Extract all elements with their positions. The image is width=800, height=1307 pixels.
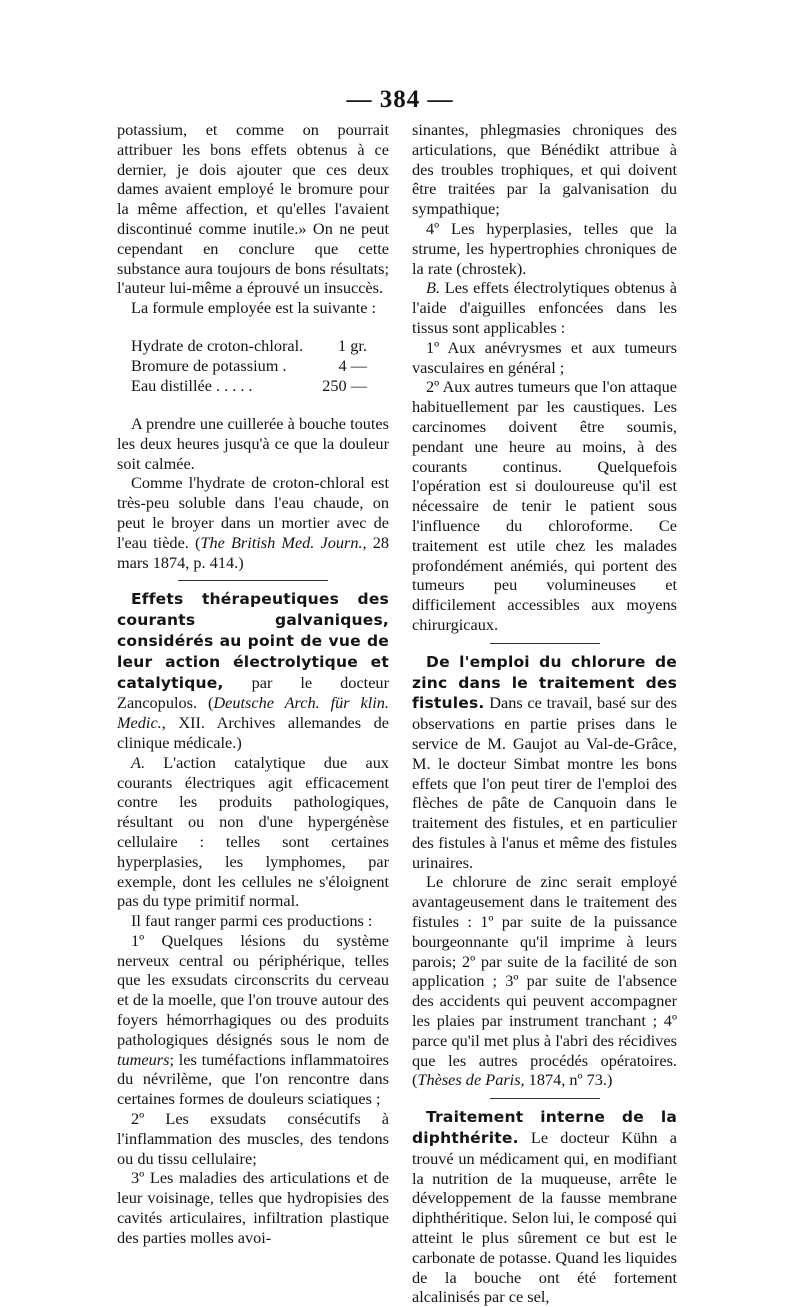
section-divider	[490, 1098, 600, 1099]
recipe-ingredient: Bromure de potassium .	[131, 355, 287, 375]
paragraph-text: , XII. Archives allemandes de clinique médicale.)	[117, 713, 389, 752]
right-column	[412, 120, 677, 1307]
paragraph-formula-intro: La formule employée est la suivante :	[131, 298, 377, 318]
paragraph-section-b	[412, 278, 677, 337]
paragraph-text: Comme l'hydrate de croton-chloral est très-peu soluble dans l'eau chaude, on peut le broyer dans un mortier avec de l'eau tiède. (	[117, 473, 389, 552]
list-item: 2º Aux autres tumeurs que l'on attaque habituellement par les caustiques. Les carcinomes doivent être soumis, pendant une heure au moins, à des courants continus. Quelquefois l'opération est si douloureuse qu'il est nécessaire de tenir le patient sous l'influence du chloroforme. Ce traitement est utile chez les malades profondément anémiés, qui portent des tumeurs peu volumineuses et difficilement accessibles aux moyens chirurgicaux.	[412, 377, 677, 634]
paragraph-text: , 28 mars 1874, p. 414.)	[117, 532, 390, 572]
list-item: 2º Les exsudats consécutifs à l'inflammation des muscles, des tendons ou du tissu cellulaire;	[117, 1109, 389, 1168]
paragraph-text: Le chlorure de zinc serait employé avantageusement dans le traitement des fistules : 1º par suite de la puissance bourgeonnante qu'il imprime à leurs parois; 2º par suite de la facilité de son application ; 3º par suite de l'absence des accidents qui peuvent accompagner les plaies par instrument tranchant ; 4º parce qu'il met plus à l'abri des récidives que les autres procédés opératoires. (	[412, 872, 677, 1090]
list-item: 4º Les hyperplasies, telles que la strume, les hypertrophies chroniques de la rate (chrostek).	[412, 218, 677, 278]
paragraph-continuation: sinantes, phlegmasies chroniques des articulations, que Bénédikt attribue à des troubles trophiques, et qui doivent être traitées par la galvanisation du sympathique;	[412, 120, 677, 219]
paragraph-section-a	[117, 753, 389, 911]
source-citation: Deutsche Arch. für klin. Medic.	[117, 693, 389, 733]
section-heading: Effets thérapeutiques des courants galvaniques, considérés au point de vue de leur action électrolytique et catalytique,	[117, 590, 389, 692]
section-heading: Traitement interne de la diphthérite.	[412, 1108, 677, 1148]
paragraph-zinc-benefits	[412, 872, 677, 1090]
section-zinc-intro	[412, 652, 677, 873]
list-item: 3º Les maladies des articulations et de leur voisinage, telles que hydropisies des cavités articulaires, infiltration plastique des parties molles avoi-	[117, 1168, 389, 1247]
recipe-quantity: 1 gr.	[338, 335, 367, 355]
paragraph-solubility	[117, 473, 389, 572]
recipe-table	[131, 336, 389, 396]
list-item	[117, 931, 389, 1109]
recipe-ingredient: Hydrate de croton-chloral.	[131, 335, 304, 355]
section-label: A.	[131, 752, 146, 772]
paragraph-text: 1º Quelques lésions du système nerveux central ou périphérique, telles que les exsudats circonscrits du cerveau et de la moelle, que l'on trouve autour des foyers hémorrhagiques ou des produits pathologiques désignés sous le nom de	[117, 930, 389, 1049]
paragraph-text: par le docteur Zancopulos. (	[117, 672, 389, 713]
recipe-quantity: 4 —	[338, 355, 367, 375]
paragraph-productions: Il faut ranger parmi ces productions :	[131, 911, 373, 931]
source-citation: The British Med. Journ.	[200, 532, 363, 552]
section-galvanic-intro	[117, 589, 389, 752]
section-divider	[490, 643, 600, 644]
paragraph-continuation: potassium, et comme on pourrait attribuer les bons effets obtenus à ce dernier, je dois ajouter que ces deux dames avaient employé le bromure pour la même affection, et qu'elles l'avaient discontinué comme inutile.» On ne peut cependant en conclure que cette substance aura toujours de bons résultats; l'auteur lui-même a éprouvé un insuccès.	[117, 120, 389, 298]
paragraph-dosage: A prendre une cuillerée à bouche toutes les deux heures jusqu'à ce que la douleur soit calmée.	[117, 413, 389, 473]
list-item: 1º Aux anévrysmes et aux tumeurs vasculaires en général ;	[412, 337, 677, 377]
paragraph-text: Le docteur Kühn a trouvé un médicament qui, en modifiant la nutrition de la muqueuse, arrête le développement de la fausse membrane diphthéritique. Selon lui, le composé qui atteint le plus sûrement ce but est le carbonate de potasse. Quand les liquides de la bouche ont été fortement alcalinisés par ce sel,	[412, 1128, 677, 1307]
recipe-quantity: 250 —	[322, 375, 367, 395]
recipe-row	[131, 376, 367, 396]
recipe-row	[131, 356, 367, 376]
recipe-ingredient: Eau distillée . . . . .	[131, 375, 253, 395]
recipe-row	[131, 336, 367, 356]
section-divider	[178, 580, 328, 581]
section-diphtheria-intro	[412, 1107, 677, 1307]
section-label: B.	[426, 278, 441, 298]
section-heading: De l'emploi du chlorure de zinc dans le traitement des fistules.	[412, 652, 677, 713]
paragraph-text: Les effets électrolytiques obtenus à l'aide d'aiguilles enfoncées dans les tissus sont applicables :	[412, 278, 677, 337]
emphasis: tumeurs	[117, 1049, 170, 1069]
left-column	[117, 120, 389, 1248]
paragraph-text: L'action catalytique due aux courants électriques agit efficacement contre les produits pathologiques, résultant ou non d'une hypergénèse cellulaire : telles sont certaines hyperplasies, les lymphomes, par exemple, dont les cellules ne s'éloignent pas du type primitif normal.	[117, 752, 389, 911]
page-number: — 384 —	[346, 86, 454, 113]
paragraph-text: ; les tuméfactions inflammatoires du névrilème, que l'on rencontre dans certaines formes de douleurs sciatiques ;	[117, 1049, 389, 1109]
paragraph-text: , 1874, nº 73.)	[520, 1070, 613, 1090]
paragraph-text: Dans ce travail, basé sur des observations en partie prises dans le service de M. Gaujot au Val-de-Grâce, M. le docteur Simbat montre les bons effets que l'on peut tirer de l'emploi des flèches de pâte de Canquoin dans le traitement des fistules, et en particulier des fistules à l'anus et même des fistules urinaires.	[412, 693, 677, 872]
source-citation: Thèses de Paris	[417, 1070, 521, 1090]
